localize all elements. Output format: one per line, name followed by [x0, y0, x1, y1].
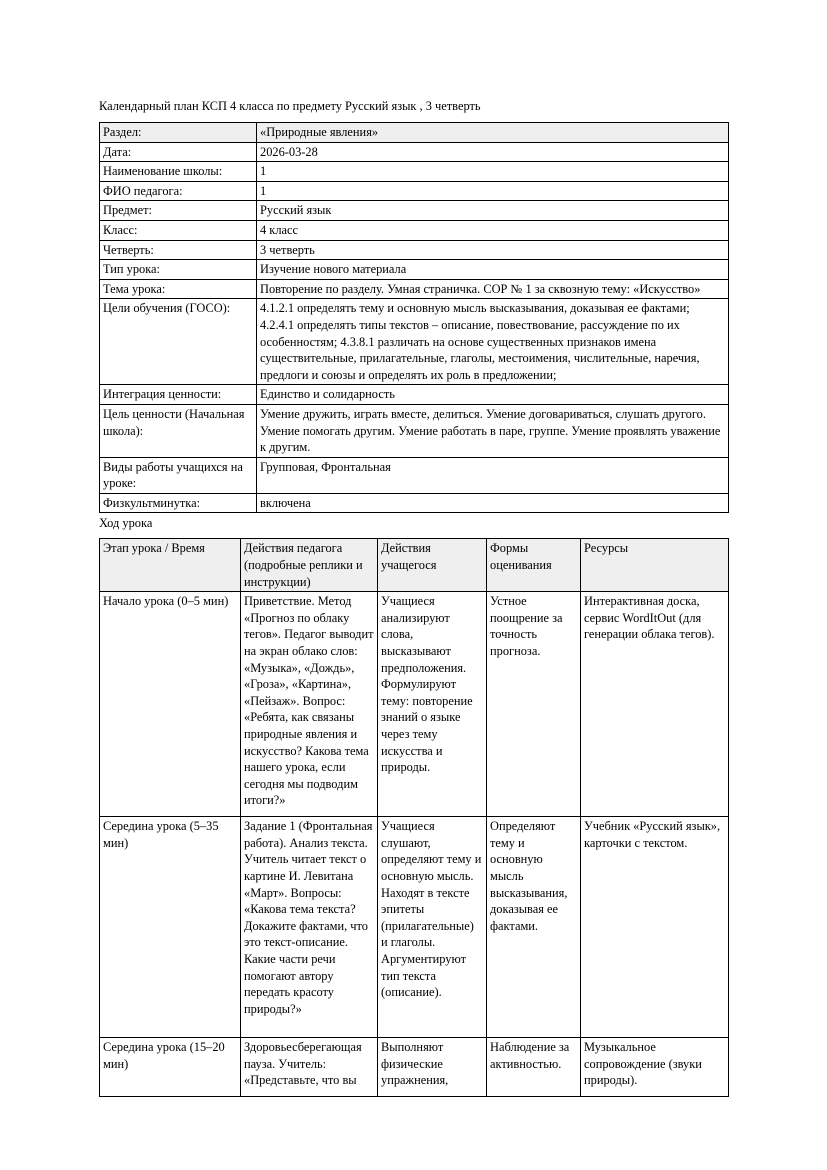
lesson-flow-wrapper — [99, 538, 728, 1097]
table-header-row — [100, 539, 729, 592]
info-label: Класс: — [100, 220, 257, 240]
info-value: Единство и солидарность — [257, 385, 729, 405]
info-label: Дата: — [100, 142, 257, 162]
cell-teacher-actions: Задание 1 (Фронтальная работа). Анализ текста. Учитель читает текст о картине И. Левитана «Март». Вопросы: «Какова тема текста? Докажите фактами, что это текст-описание. Какие части речи помогают автору передать красоту природы?» — [241, 817, 378, 1038]
table-row — [100, 201, 729, 221]
column-header-stage: Этап урока / Время — [100, 539, 241, 592]
info-value: Умение дружить, играть вместе, делиться. Умение договариваться, слушать другого. Умение помогать другим. Умение работать в паре, группе. Умение проявлять уважение к другим. — [257, 404, 729, 457]
page-title: Календарный план КСП 4 класса по предмету Русский язык , 3 четверть — [99, 99, 481, 113]
table-row — [100, 385, 729, 405]
cell-resources: Интерактивная доска, сервис WordItOut (для генерации облака тегов). — [581, 592, 729, 817]
table-row — [100, 260, 729, 280]
lesson-flow-body — [100, 592, 729, 1097]
info-value: 1 — [257, 162, 729, 182]
info-value: Русский язык — [257, 201, 729, 221]
table-row — [100, 1038, 729, 1097]
table-row — [100, 240, 729, 260]
info-value: 1 — [257, 181, 729, 201]
cell-assessment: Устное поощрение за точность прогноза. — [487, 592, 581, 817]
table-row — [100, 817, 729, 1038]
table-row — [100, 279, 729, 299]
column-header-student-actions: Действия учащегося — [378, 539, 487, 592]
info-value: 2026-03-28 — [257, 142, 729, 162]
table-row — [100, 299, 729, 385]
cell-student-actions: Учащиеся слушают, определяют тему и основную мысль. Находят в тексте эпитеты (прилагательные) и глаголы. Аргументируют тип текста (описание). — [378, 817, 487, 1038]
info-label: Тема урока: — [100, 279, 257, 299]
cell-resources: Музыкальное сопровождение (звуки природы). — [581, 1038, 729, 1097]
info-label: ФИО педагога: — [100, 181, 257, 201]
cell-stage: Середина урока (15–20 мин) — [100, 1038, 241, 1097]
section-caption-lesson-flow: Ход урока — [99, 516, 153, 531]
table-row — [100, 142, 729, 162]
lesson-info-body — [100, 123, 729, 513]
cell-teacher-actions: Приветствие. Метод «Прогноз по облаку тегов». Педагог выводит на экран облако слов: «Музыка», «Дождь», «Гроза», «Картина», «Пейзаж». Вопрос: «Ребята, как связаны природные явления и искусство? Какова тема нашего урока, если сегодня мы подводим итоги?» — [241, 592, 378, 817]
table-row — [100, 592, 729, 817]
info-label: Цель ценности (Начальная школа): — [100, 404, 257, 457]
info-label: Тип урока: — [100, 260, 257, 280]
lesson-flow-table — [99, 538, 729, 1097]
table-row — [100, 220, 729, 240]
info-label: Цели обучения (ГОСО): — [100, 299, 257, 385]
info-value: 4 класс — [257, 220, 729, 240]
cell-stage: Середина урока (5–35 мин) — [100, 817, 241, 1038]
page-content — [99, 98, 728, 1097]
cell-stage: Начало урока (0–5 мин) — [100, 592, 241, 817]
info-value: Повторение по разделу. Умная страничка. СОР № 1 за сквозную тему: «Искусство» — [257, 279, 729, 299]
table-row — [100, 123, 729, 143]
lesson-flow-head — [100, 539, 729, 592]
info-label: Интеграция ценности: — [100, 385, 257, 405]
cell-student-actions: Выполняют физические упражнения, — [378, 1038, 487, 1097]
cell-resources: Учебник «Русский язык», карточки с текстом. — [581, 817, 729, 1038]
info-value: «Природные явления» — [257, 123, 729, 143]
column-header-assessment: Формы оценивания — [487, 539, 581, 592]
cell-student-actions: Учащиеся анализируют слова, высказывают предположения. Формулируют тему: повторение знаний о языке через тему искусства и природы. — [378, 592, 487, 817]
info-label: Предмет: — [100, 201, 257, 221]
table-row — [100, 162, 729, 182]
table-row — [100, 493, 729, 513]
info-label: Четверть: — [100, 240, 257, 260]
info-value: 3 четверть — [257, 240, 729, 260]
table-row — [100, 181, 729, 201]
lesson-info-table — [99, 122, 729, 513]
info-value: Изучение нового материала — [257, 260, 729, 280]
info-value: Групповая, Фронтальная — [257, 457, 729, 493]
column-header-teacher-actions: Действия педагога (подробные реплики и инструкции) — [241, 539, 378, 592]
info-label: Физкультминутка: — [100, 493, 257, 513]
cell-teacher-actions: Здоровьесберегающая пауза. Учитель: «Представьте, что вы — [241, 1038, 378, 1097]
info-value: включена — [257, 493, 729, 513]
cell-assessment: Определяют тему и основную мысль высказывания, доказывая ее фактами. — [487, 817, 581, 1038]
info-value: 4.1.2.1 определять тему и основную мысль высказывания, доказывая ее фактами; 4.2.4.1 определять типы текстов – описание, повествование, рассуждение по их особенностям; 4.3.8.1 различать на основе существенных признаков имена существительные, прилагательные, глаголы, местоимения, числительные, наречия, предлоги и союзы и определять их роль в предложении; — [257, 299, 729, 385]
table-row — [100, 404, 729, 457]
info-label: Виды работы учащихся на уроке: — [100, 457, 257, 493]
cell-assessment: Наблюдение за активностью. — [487, 1038, 581, 1097]
column-header-resources: Ресурсы — [581, 539, 729, 592]
info-label: Наименование школы: — [100, 162, 257, 182]
table-row — [100, 457, 729, 493]
info-label: Раздел: — [100, 123, 257, 143]
